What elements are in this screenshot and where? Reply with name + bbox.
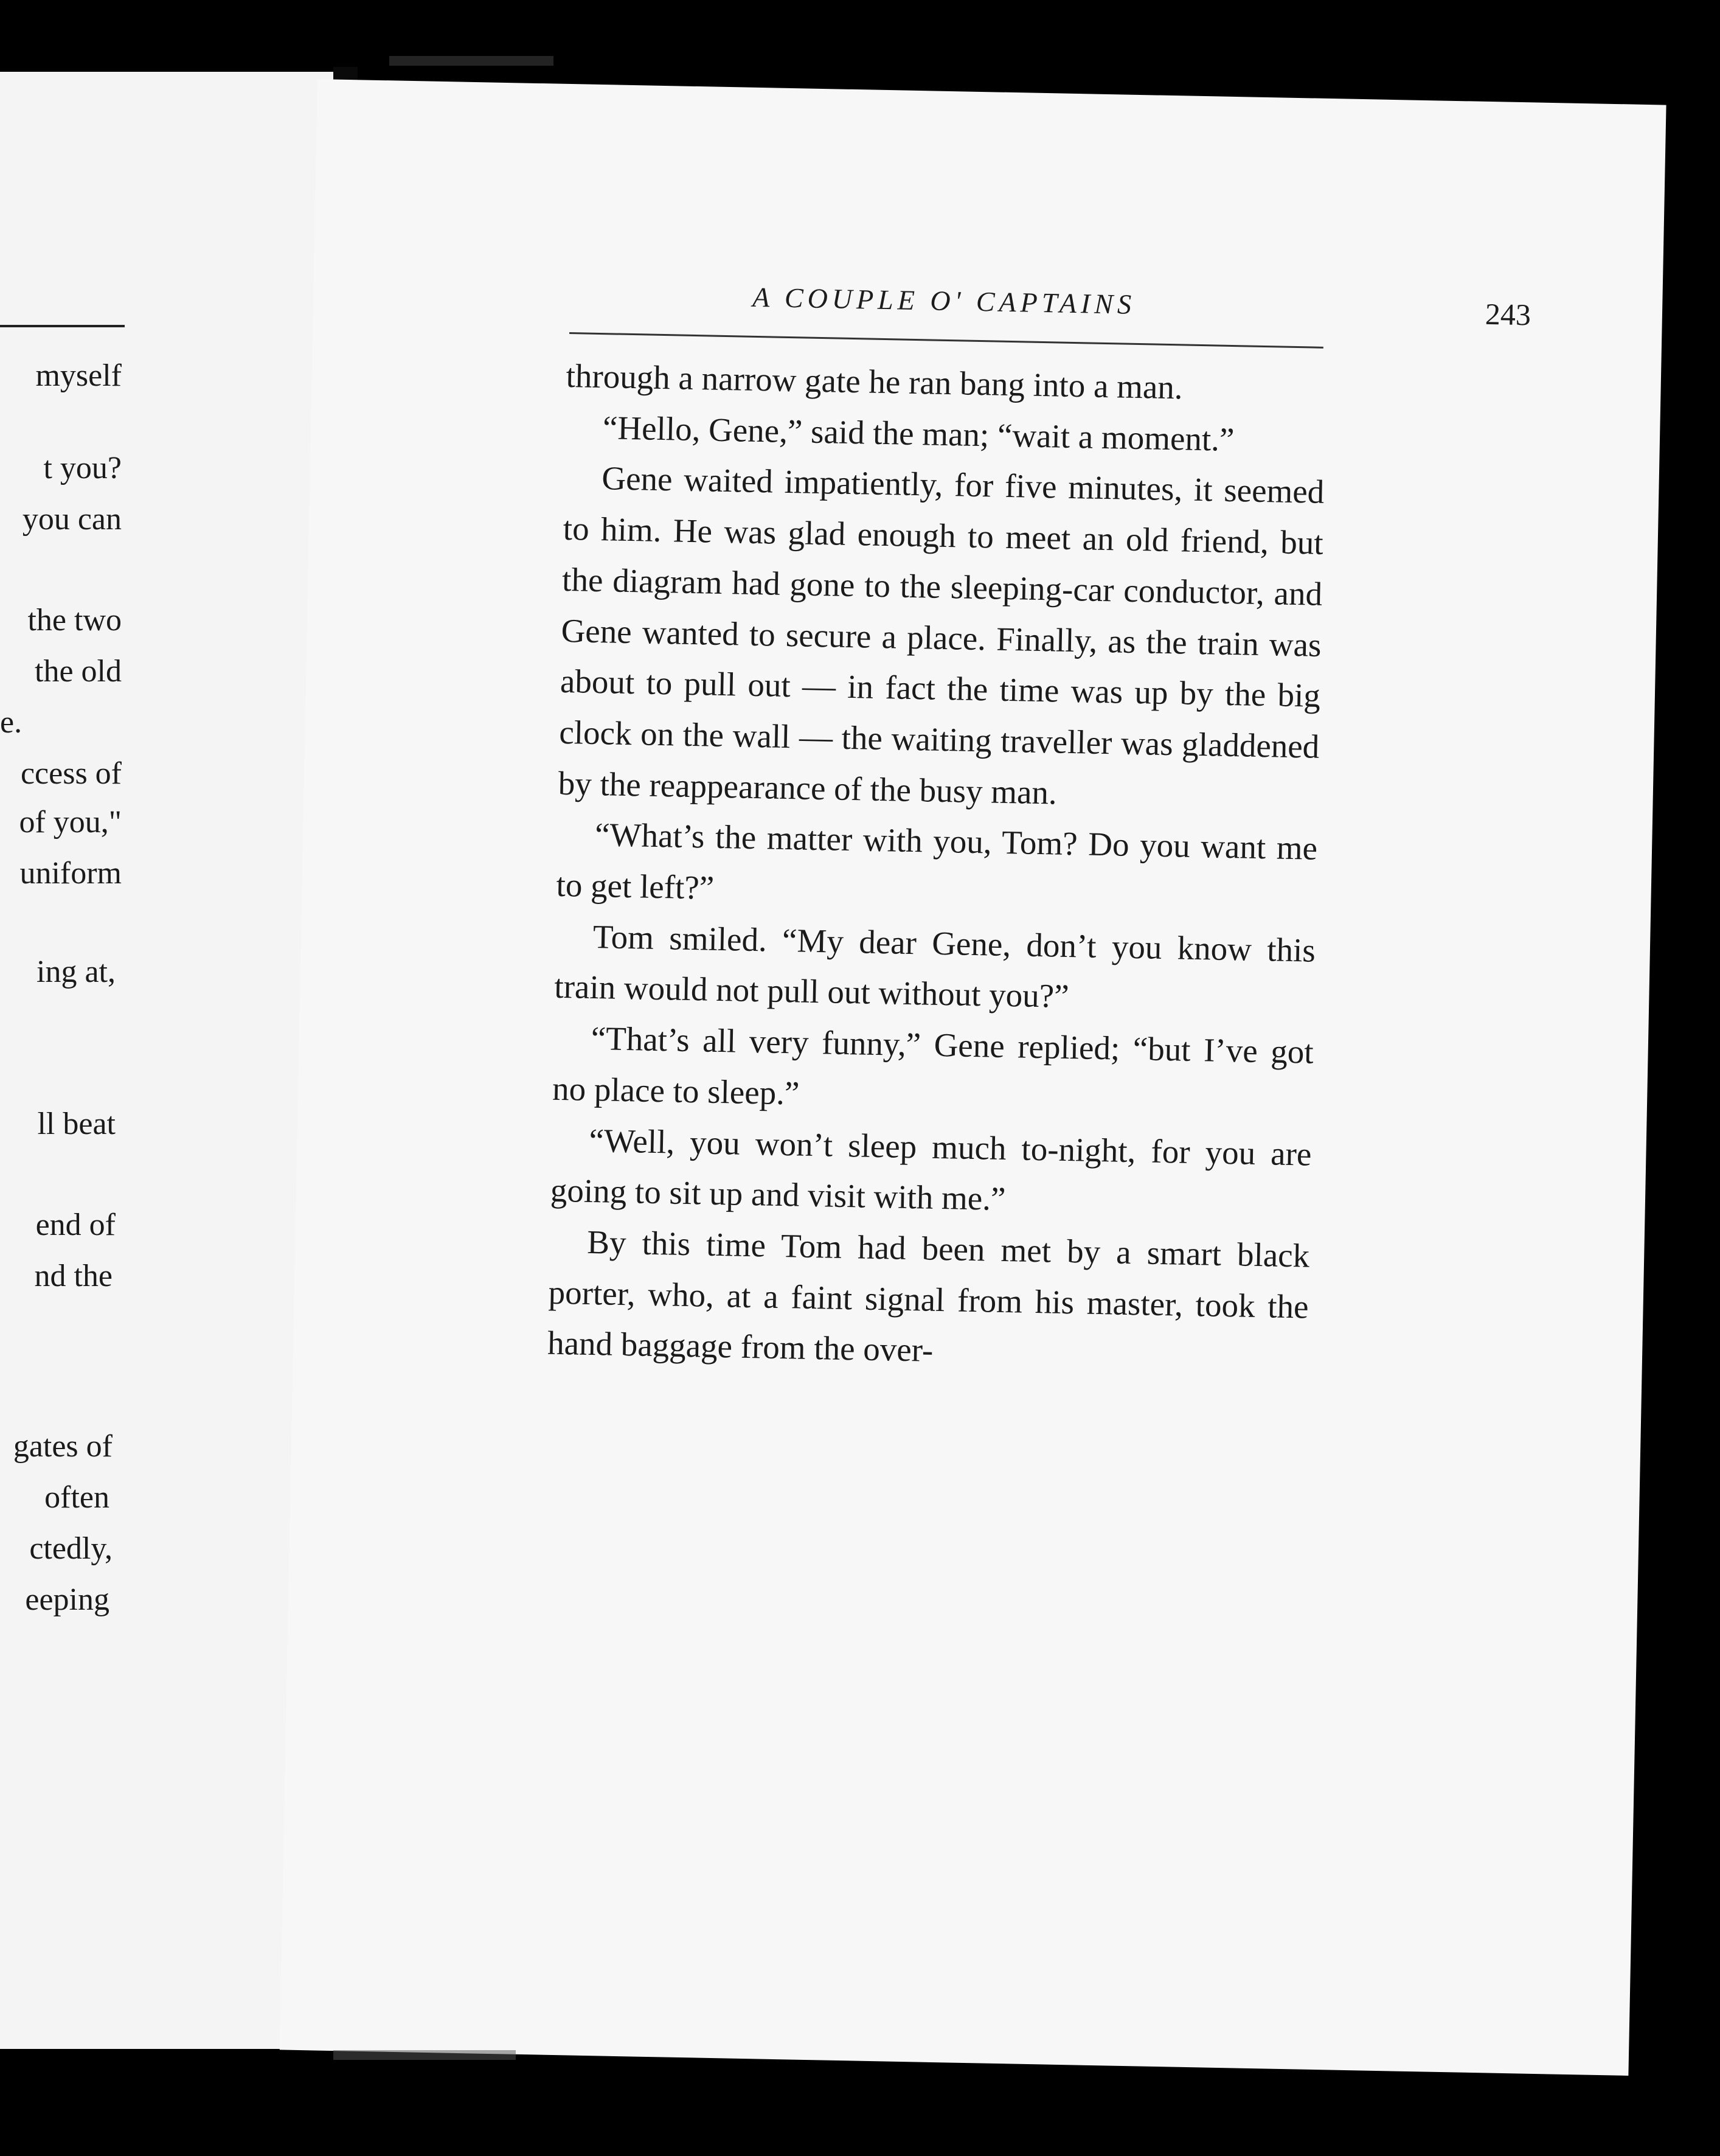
- left-line: ccess of: [20, 756, 122, 791]
- left-line: e.: [0, 705, 23, 740]
- page-number: 243: [1485, 296, 1531, 332]
- paragraph: “That’s all very funny,” Gene replied; “but I’ve got no place to sleep.”: [552, 1020, 1314, 1112]
- body-text: [547, 350, 1326, 1383]
- paragraph: Tom smiled. “My dear Gene, don’t you know this train would not pull out without you?”: [553, 917, 1316, 1015]
- paragraph: “What’s the matter with you, Tom? Do you want me to get left?”: [556, 816, 1318, 906]
- left-line: nd the: [34, 1259, 113, 1293]
- left-line: of you,": [19, 805, 122, 840]
- paragraph: Gene waited impatiently, for five minutes, it seemed to him. He was glad enough to meet an old friend, but the diagram had gone to the sleeping-car conductor, and Gene wanted to secure a place. Finally, as the train was about to pull out — in fact the time was up by the big clock on the wall — the waiting traveller was gladdened by the reappearance of the busy man.: [558, 459, 1325, 812]
- scan-edge-artifact: [333, 2050, 516, 2060]
- paragraph: “Well, you won’t sleep much to-night, for you are going to sit up and visit with me.”: [550, 1121, 1312, 1218]
- left-line: the old: [35, 654, 122, 689]
- left-header-rule: [0, 325, 125, 327]
- left-line: eeping: [25, 1582, 109, 1617]
- left-line: you can: [22, 502, 122, 537]
- left-line: often: [44, 1480, 109, 1515]
- running-head: [752, 281, 1531, 345]
- left-line: ing at,: [36, 955, 116, 989]
- left-line: myself: [35, 358, 122, 393]
- paragraph: “Hello, Gene,” said the man; “wait a moment.”: [602, 408, 1235, 458]
- left-line: uniform: [19, 856, 122, 891]
- left-line: the two: [27, 603, 122, 638]
- right-page: [280, 79, 1666, 2076]
- left-line: gates of: [13, 1429, 113, 1464]
- running-head-title: A COUPLE O' CAPTAINS: [752, 281, 1136, 320]
- left-line: ll beat: [37, 1107, 116, 1141]
- paragraph: through a narrow gate he ran bang into a man.: [566, 356, 1184, 406]
- paragraph: By this time Tom had been met by a smart black porter, who, at a faint signal from his master, took the hand baggage from the over-: [547, 1223, 1310, 1369]
- left-line: t you?: [43, 451, 122, 485]
- scan-edge-artifact: [389, 56, 553, 66]
- left-line: ctedly,: [29, 1531, 113, 1566]
- left-line: end of: [35, 1208, 116, 1242]
